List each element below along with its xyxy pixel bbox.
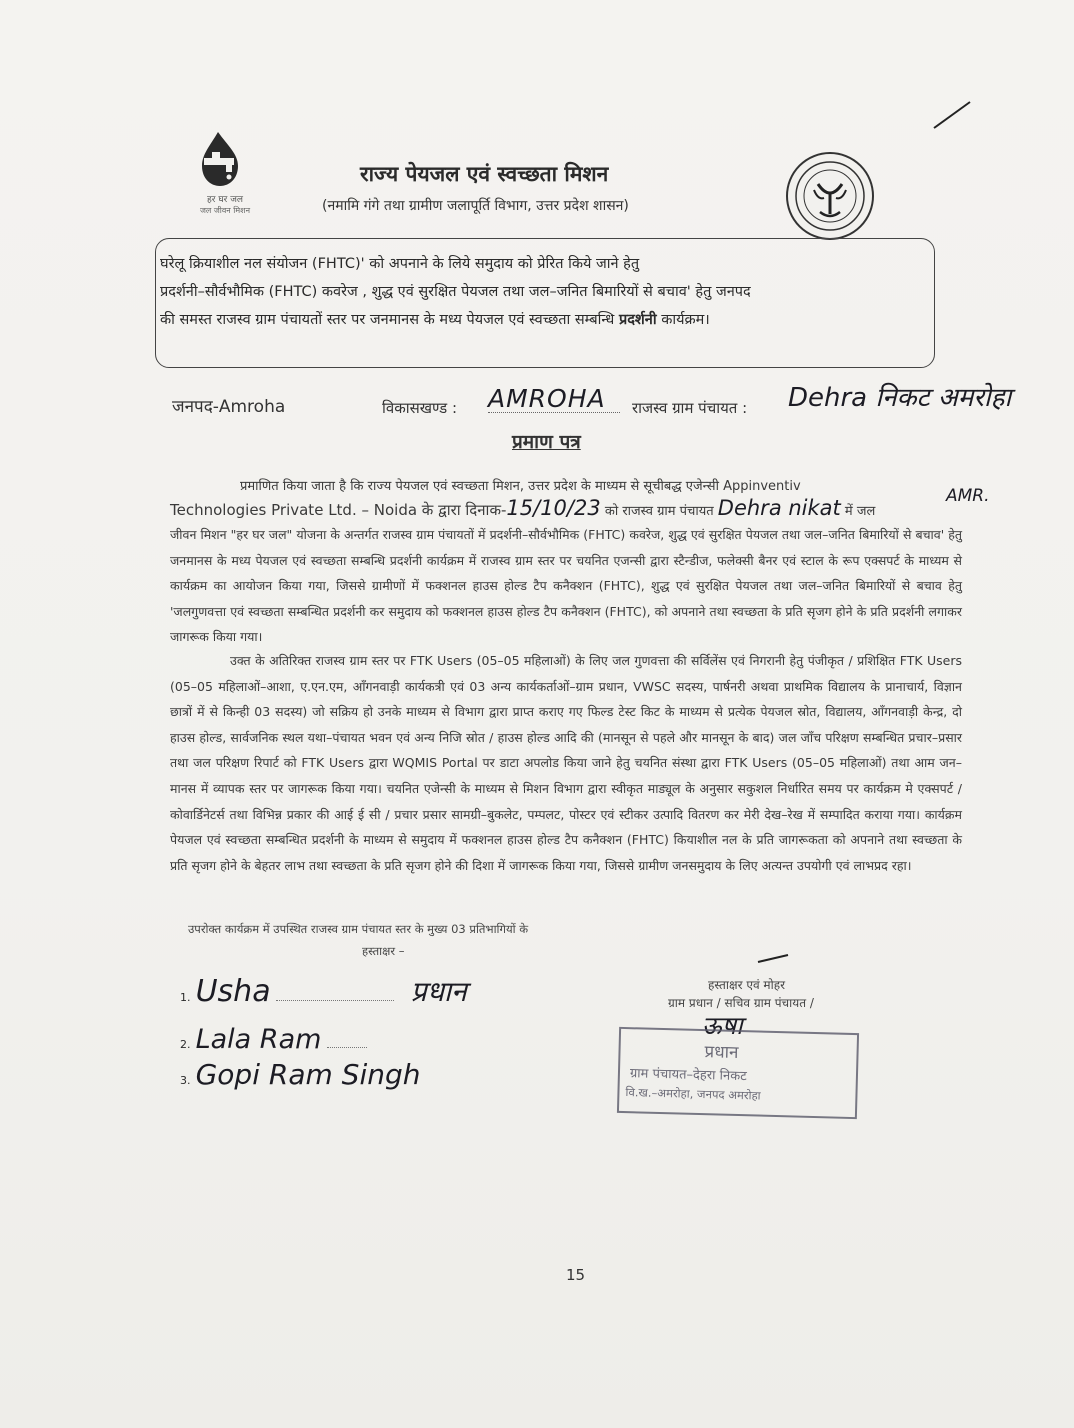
box-line-1: घरेलू क्रियाशील नल संयोजन (FHTC)' को अपनाने के लिये समुदाय को प्रेरित किये जाने हेतु	[160, 256, 640, 272]
signature-3	[180, 1058, 420, 1091]
signature-number: 3.	[180, 1074, 191, 1087]
stamp-line-3: वि.ख.–अमरोहा, जनपद अमरोहा	[625, 1085, 761, 1103]
signature-2	[180, 1024, 367, 1055]
gram-pradhan-label: ग्राम प्रधान / सचिव ग्राम पंचायत /	[668, 996, 814, 1010]
paragraph-2: उक्त के अतिरिक्त राजस्व ग्राम स्तर पर FTK Users (05–05 महिलाओं) के लिए जल गुणवत्ता की सर्विलेंस एवं निगरानी हेतु पंजीकृत / प्रशिक्षित FTK Users (05–05 महिलाओं–आशा, ए.एन.एम, आँगनवाड़ी कार्यकत्री एवं 03 अन्य कार्यकर्ताओं–ग्राम प्रधान, VWSC सदस्य, पार्षनरी अथवा प्राथमिक विद्यालय के प्रानाचार्य, विज्ञान छात्रों में से किन्ही 03 सदस्य) जो सक्रिय हो उनके माध्यम से विभाग द्वारा प्राप्त कराए गए फिल्ड टेस्ट किट के माध्यम से प्रत्येक पेयजल स्रोत, विद्यालय, आँगनवाड़ी केन्द्र, दो हाउस होल्ड, सार्वजनिक स्थल यथा–पंचायत भवन एवं अन्य निजि स्रोत / हाउस होल्ड आदि की (मानसून से पहले और मानसून के बाद) जल जाँच परिक्षण सम्बन्धित प्रचार–प्रसार तथा जल परिक्षण रिपार्ट को FTK Users द्वारा WQMIS Portal पर डाटा अपलोड किया जाने हेतु चयनित संस्था द्वारा FTK Users (05–05 महिलाओं) तथा आम जन–मानस में व्यापक स्तर पर जागरूक किया गया। चयनित एजेन्सी के माध्यम से मिशन विभाग द्वारा स्वीकृत माड्यूल के अनुसार सकुशल निर्धारित समय पर कार्यक्रम मे एक्सपर्ट / कोवार्डिनेटर्स तथा विभिन्न प्रकार की आई ई सी / प्रचार प्रसार सामग्री–बुकलेट, पम्पलट, पोस्टर एवं स्टीकर उत्पादि वितरण कर मेरी देख–रेख में सम्पादित कराया गया। कार्यक्रम पेयजल एवं स्वच्छता सम्बन्धित प्रदर्शनी के माध्यम से समुदाय में फक्शनल हाउस होल्ड टैप कनैक्शन (FHTC) कियाशील नल के प्रति जागरूकता को अपनाने तथा स्वच्छता के प्रति सृजग होने के बेहतर लाभ तथा स्वच्छता के प्रति सृजग होने की दिशा में जागरूक किया गया, जिससे ग्रामीण जनसमुदाय के लिए अत्यन्त उपयोगी एवं लाभप्रद रहा।	[170, 653, 962, 873]
pradhan-handwritten-sign: ऊषा	[702, 1011, 743, 1040]
handwritten-date: 15/10/23	[506, 496, 601, 520]
pen-mark-icon	[930, 100, 974, 132]
certificate-title: प्रमाण पत्र	[512, 431, 581, 453]
district-label: जनपद-Amroha	[172, 397, 286, 417]
signature-name: Gopi Ram Singh	[195, 1058, 421, 1091]
logo-caption-1: हर घर जल	[207, 195, 243, 205]
box-bold-word: प्रदर्शनी	[618, 312, 657, 328]
block-label: विकासखण्ड :	[382, 399, 458, 417]
signature-dots	[276, 1000, 394, 1001]
block-dotted-line	[488, 412, 620, 413]
sign-and-seal-label: हस्ताक्षर एवं मोहर	[708, 978, 786, 992]
signature-role: प्रधान	[410, 975, 467, 1008]
signature-tick-icon	[756, 952, 792, 966]
programme-box-text	[160, 250, 950, 334]
stamp-line-1: प्रधान	[704, 1042, 739, 1064]
signature-1	[180, 972, 467, 1010]
block-value: AMROHA	[488, 384, 606, 413]
up-government-emblem	[786, 152, 874, 240]
handwritten-amr: AMR.	[946, 486, 990, 506]
paragraph-1-line-1: प्रमाणित किया जाता है कि राज्य पेयजल एवं स्वच्छता मिशन, उत्तर प्रदेश के माध्यम से सूचीबद्ध एजेन्सी Appinventiv	[240, 479, 801, 494]
signatures-intro: उपरोक्त कार्यक्रम में उपस्थित राजस्व ग्राम पंचायत स्तर के मुख्य 03 प्रतिभागियों के	[188, 922, 529, 936]
signature-name: Lala Ram	[195, 1024, 322, 1055]
official-stamp	[617, 1027, 859, 1119]
gp-label: राजस्व ग्राम पंचायत :	[632, 399, 748, 417]
signature-number: 2.	[180, 1038, 191, 1051]
emblem-seal-icon	[788, 154, 872, 238]
stamp-line-2: ग्राम पंचायत–देहरा निकट	[629, 1066, 747, 1085]
signature-number: 1.	[180, 991, 191, 1004]
gp-value: Dehra निकट अमरोहा	[788, 383, 1012, 413]
paragraph-1-rest: जीवन मिशन "हर घर जल" योजना के अन्तर्गत राजस्व ग्राम पंचायतों में प्रदर्शनी–सौर्वभौमिक (FHTC) कवरेज, शुद्ध एवं सुरक्षित पेयजल तथा जल–जनित बिमारियों से बचाव' हेतु जनमानस के मध्य पेयजल एवं स्वच्छता सम्बन्धि प्रदर्शनी कार्यक्रम में राजस्व ग्राम स्तर पर चयनित एजन्सी द्वारा स्टैन्डीज, फलेक्सी बैनर एवं स्टाल के रूप एक्सपर्ट के माध्यम से कार्यक्रम का आयोजन किया गया, जिससे ग्रामीणों में फक्शनल हाउस होल्ड टैप कनैक्शन (FHTC), शुद्ध एवं सुरक्षित पेयजल तथा जल–जनित बिमारियों से बचाव हेतु 'जलगुणवत्ता एवं स्वच्छता सम्बन्धित प्रदर्शनी कर समुदाय को फक्शनल हाउस होल्ड टैप कनैक्शन (FHTC), को अपनाने तथा स्वच्छता के प्रति सृजग होने के प्रति प्रदर्शनी लगाकर जागरूक किया गया।	[170, 527, 962, 645]
paragraph-1-line-2: Technologies Private Ltd. – Noida के द्वारा दिनाक-15/10/23 को राजस्व ग्राम पंचायत Dehra nikat में जल	[170, 496, 876, 520]
page-title: राज्य पेयजल एवं स्वच्छता मिशन	[360, 162, 609, 186]
handwritten-gp: Dehra nikat	[717, 496, 841, 520]
box-line-3: की समस्त राजस्व ग्राम पंचायतों स्तर पर जनमानस के मध्य पेयजल एवं स्वच्छता सम्बन्धि प्रदर्शनी कार्यक्रम।	[160, 312, 710, 328]
box-line-2: प्रदर्शनी–सौर्वभौमिक (FHTC) कवरेज , शुद्ध एवं सुरक्षित पेयजल तथा जल–जनित बिमारियों से बचाव' हेतु जनपद	[160, 284, 751, 300]
signature-name: Usha	[195, 974, 271, 1009]
har-ghar-jal-logo	[190, 128, 260, 218]
page-number: 15	[566, 1266, 586, 1284]
signatures-intro-2: हस्ताक्षर –	[362, 944, 405, 958]
water-drop-tap-icon	[190, 128, 260, 190]
signature-dots	[327, 1047, 367, 1048]
logo-caption-2: जल जीवन मिशन	[199, 206, 251, 215]
page-subtitle: (नमामि गंगे तथा ग्रामीण जलापूर्ति विभाग, उत्तर प्रदेश शासन)	[322, 198, 629, 214]
